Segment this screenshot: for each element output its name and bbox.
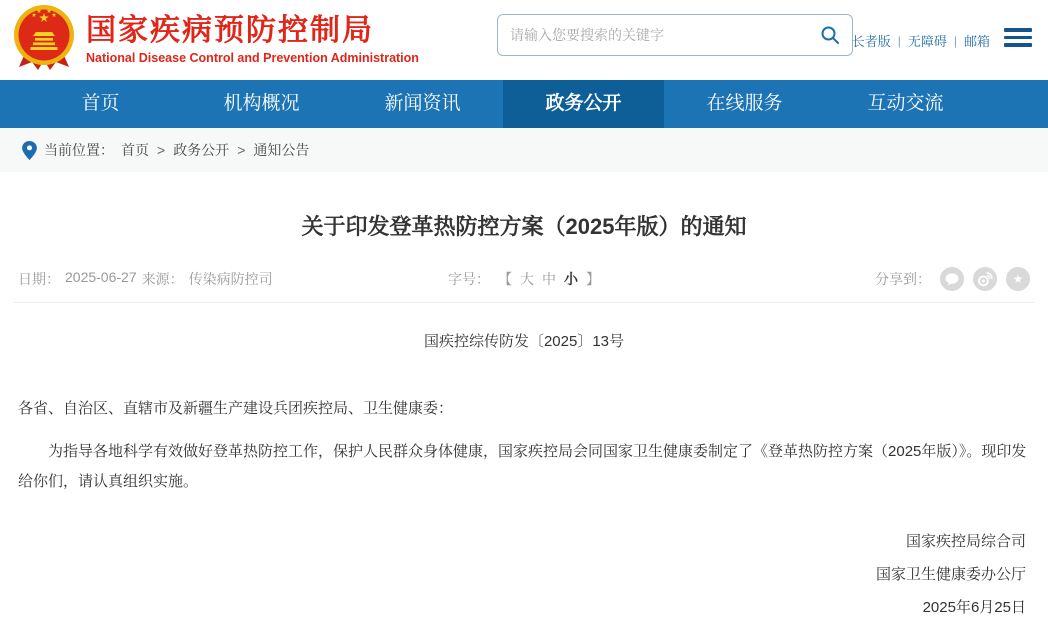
- wechat-icon: [945, 273, 959, 286]
- breadcrumb-item-gov-affairs[interactable]: 政务公开: [173, 142, 230, 158]
- search-icon: [820, 25, 840, 45]
- search-box: [497, 14, 853, 56]
- signature-issuer-2: 国家卫生健康委办公厅: [875, 566, 1026, 583]
- source-label: 来源：: [141, 271, 184, 287]
- signature-date: 2025年6月25日: [922, 599, 1026, 616]
- site-name-en: National Disease Control and Prevention Administration: [86, 51, 419, 65]
- site-logo[interactable]: [12, 5, 419, 73]
- article: [0, 212, 1048, 624]
- location-pin-icon: [22, 141, 37, 160]
- breadcrumb-item-notices[interactable]: 通知公告: [253, 142, 310, 158]
- link-mailbox[interactable]: 邮箱: [963, 34, 990, 49]
- share-bar: [600, 267, 1030, 291]
- fontsize-medium-button[interactable]: 中: [542, 271, 556, 287]
- article-salutation: 各省、自治区、直辖市及新疆生产建设兵团疾控局、卫生健康委：: [18, 400, 454, 417]
- link-divider: |: [953, 33, 957, 48]
- search-input[interactable]: [498, 27, 814, 43]
- fontsize-small-button[interactable]: 小: [564, 271, 578, 287]
- search-button[interactable]: [814, 25, 852, 45]
- nav-item-about[interactable]: 机构概况: [223, 93, 300, 114]
- star-icon: ★: [1012, 272, 1024, 286]
- menu-icon: [1004, 36, 1032, 40]
- signature-issuer-1: 国家疾控局综合司: [905, 533, 1026, 550]
- document-number: 国疾控综传防发〔2025〕13号: [423, 333, 625, 350]
- breadcrumb-item-home[interactable]: 首页: [121, 142, 149, 158]
- link-accessibility[interactable]: 无障碍: [907, 34, 947, 49]
- article-source: 传染病防控司: [188, 271, 273, 287]
- link-elder-version[interactable]: 长者版: [851, 34, 891, 49]
- fontsize-label: 字号：: [448, 271, 490, 287]
- site-header: [0, 0, 1048, 80]
- article-paragraph: 为指导各地科学有效做好登革热防控工作，保护人民群众身体健康，国家疾控局会同国家卫生健康委制定了《登革热防控方案（2025年版）》。现印发给你们，请认真组织实施。: [18, 443, 1027, 490]
- breadcrumb: [0, 128, 1048, 172]
- share-weibo-button[interactable]: [973, 267, 997, 291]
- weibo-icon: [977, 271, 993, 287]
- meta-divider: [14, 302, 1034, 303]
- link-divider: |: [897, 33, 901, 48]
- date-label: 日期：: [18, 271, 60, 287]
- article-meta: [18, 267, 1030, 291]
- site-name-cn: 国家疾病预防控制局: [86, 14, 374, 47]
- share-favorite-button[interactable]: [1006, 267, 1030, 291]
- nav-item-news[interactable]: 新闻资讯: [384, 93, 461, 114]
- share-wechat-button[interactable]: [940, 267, 964, 291]
- nav-item-online-services[interactable]: 在线服务: [706, 93, 783, 114]
- nav-item-interaction[interactable]: 互动交流: [867, 93, 944, 114]
- breadcrumb-label: 当前位置：: [44, 142, 114, 158]
- fontsize-bracket-close: 】: [586, 271, 600, 287]
- article-meta-left: [18, 269, 448, 289]
- main-nav: [0, 80, 1048, 128]
- article-date: 2025-06-27: [65, 269, 137, 285]
- menu-icon: [1004, 43, 1032, 47]
- fontsize-control: [448, 269, 600, 289]
- site-name: [86, 13, 419, 65]
- breadcrumb-separator: >: [157, 142, 166, 158]
- nav-item-gov-affairs[interactable]: 政务公开: [503, 75, 664, 128]
- menu-icon: [1004, 28, 1032, 32]
- article-title: 关于印发登革热防控方案（2025年版）的通知: [301, 214, 747, 239]
- menu-button[interactable]: [1004, 28, 1032, 47]
- article-signatures: [22, 525, 1026, 624]
- breadcrumb-separator: >: [237, 142, 246, 158]
- national-emblem-icon: [12, 5, 76, 73]
- nav-item-home[interactable]: 首页: [81, 93, 120, 114]
- share-label: 分享到：: [875, 271, 931, 287]
- fontsize-large-button[interactable]: 大: [520, 271, 534, 287]
- fontsize-bracket-open: 【: [498, 271, 512, 287]
- header-quick-links: [852, 31, 990, 50]
